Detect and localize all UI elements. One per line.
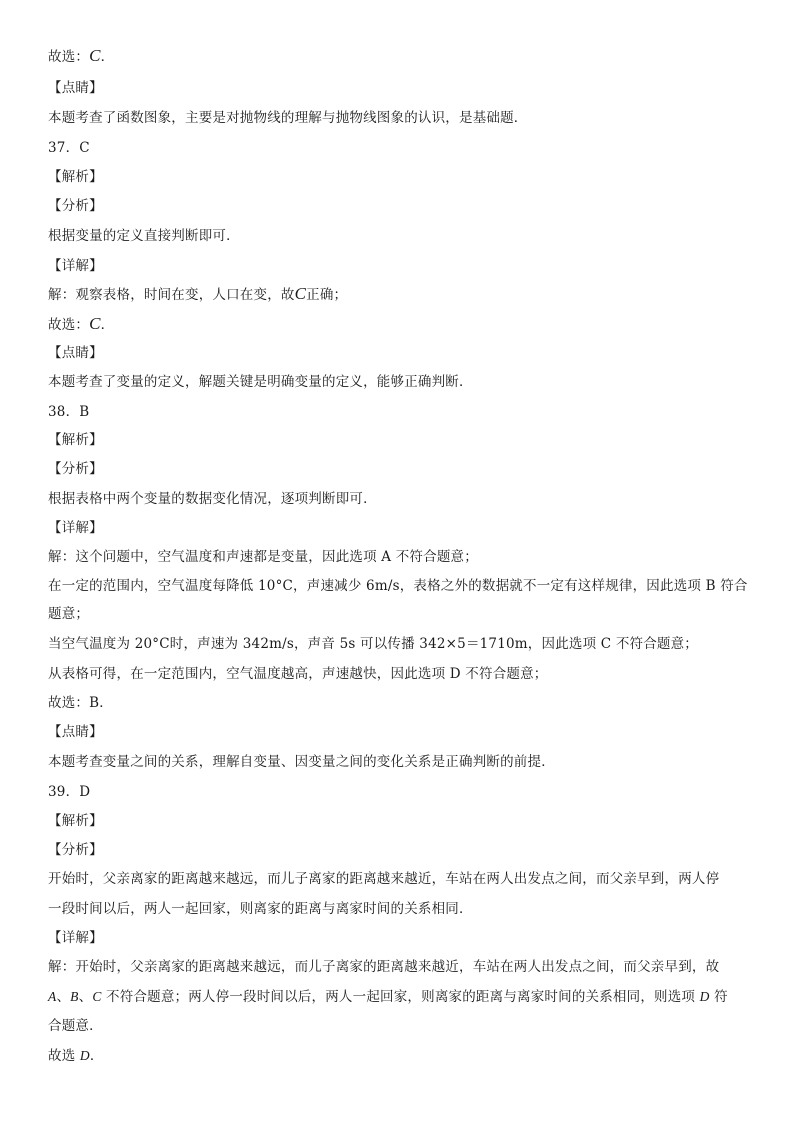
text-segment: 从表格可得，在一定范围内，空气温度越高，声速越快，因此选项 D 不符合题意； [48, 666, 548, 682]
text-segment: ． [89, 1048, 104, 1064]
text-line [48, 782, 760, 802]
text-line [48, 314, 760, 335]
text-line [48, 256, 760, 276]
text-segment: 【分析】 [48, 842, 103, 858]
text-segment: 开始时，父亲离家的距离越来越远，而儿子离家的距离越来越近，车站在两人出发点之间，而父亲早到，两人停 [48, 871, 720, 887]
text-segment: ． [100, 49, 115, 65]
text-segment: 【分析】 [48, 198, 103, 214]
text-line [48, 489, 760, 509]
text-line [48, 343, 760, 363]
text-line [48, 372, 760, 392]
text-line [48, 402, 760, 422]
text-segment: 符 [709, 989, 728, 1005]
text-line [48, 78, 760, 98]
text-segment: 在一定的范围内，空气温度每降低 10°C，声速减少 6m/s，表格之外的数据就不一定有这样规律，因此选项 B 符合 [48, 578, 748, 594]
text-line [48, 226, 760, 246]
text-segment: 39．D [48, 784, 91, 800]
text-segment: 本题考查了变量的定义，解题关键是明确变量的定义，能够正确判断． [48, 374, 473, 390]
text-line [48, 811, 760, 831]
math-variable: C [294, 284, 307, 303]
text-line [48, 430, 760, 450]
text-segment: 根据变量的定义直接判断即可． [48, 228, 240, 244]
text-line [48, 284, 760, 305]
text-line [48, 987, 760, 1007]
text-segment: 【详解】 [48, 258, 103, 274]
text-segment: 当空气温度为 20°C时，声速为 342m/s，声音 5s 可以传播 342×5＝1710m，因此选项 C 不符合题意； [48, 636, 699, 652]
text-segment: 37．C [48, 140, 90, 156]
text-segment: 【解析】 [48, 813, 103, 829]
text-segment: 不符合题意；两人停一段时间以后，两人一起回家，则离家的距离与离家时间的关系相同，则选项 [101, 989, 700, 1005]
text-segment: 解：这个问题中，空气温度和声速都是变量，因此选项 A 不符合题意； [48, 549, 478, 565]
text-segment: 正确； [306, 287, 348, 303]
text-line [48, 518, 760, 538]
text-segment: 【解析】 [48, 169, 103, 185]
text-line [48, 108, 760, 128]
text-line [48, 604, 760, 624]
text-line [48, 46, 760, 67]
text-line [48, 840, 760, 860]
text-line [48, 167, 760, 187]
text-segment: 【解析】 [48, 432, 103, 448]
text-segment: 解：开始时，父亲离家的距离越来越远，而儿子离家的距离越来越近，车站在两人出发点之间，而父亲早到，故 [48, 959, 720, 975]
text-segment: 故选 [48, 1048, 80, 1064]
text-line [48, 957, 760, 977]
text-line [48, 693, 760, 713]
text-segment: 故选： [48, 49, 90, 65]
text-line [48, 459, 760, 479]
text-segment: 一段时间以后，两人一起回家，则离家的距离与离家时间的关系相同． [48, 901, 473, 917]
text-segment: 根据表格中两个变量的数据变化情况，逐项判断即可． [48, 491, 377, 507]
text-segment: 【分析】 [48, 461, 103, 477]
text-line [48, 634, 760, 654]
text-segment: 、 [56, 989, 71, 1005]
text-line [48, 196, 760, 216]
text-line [48, 722, 760, 742]
text-segment: 合题意． [48, 1018, 103, 1034]
text-line [48, 547, 760, 567]
text-segment: 、 [78, 989, 93, 1005]
text-line [48, 752, 760, 772]
text-segment: ． [100, 317, 115, 333]
text-line [48, 899, 760, 919]
text-line [48, 928, 760, 948]
text-segment: 【详解】 [48, 930, 103, 946]
math-variable: C [92, 989, 102, 1004]
text-segment: 题意； [48, 606, 90, 622]
text-line [48, 576, 760, 596]
text-segment: 【详解】 [48, 520, 103, 536]
math-variable: B [70, 989, 79, 1004]
text-segment: 本题考查了函数图象，主要是对抛物线的理解与抛物线图象的认识，是基础题． [48, 110, 528, 126]
math-variable: D [699, 989, 710, 1004]
text-segment: 【点睛】 [48, 724, 103, 740]
text-segment: 【点睛】 [48, 345, 103, 361]
text-segment: 故选：B． [48, 695, 113, 711]
math-variable: D [79, 1048, 90, 1063]
text-line [48, 664, 760, 684]
text-line [48, 138, 760, 158]
text-segment: 38．B [48, 404, 90, 420]
text-segment: 本题考查变量之间的关系，理解自变量、因变量之间的变化关系是正确判断的前提． [48, 754, 555, 770]
text-segment: 【点睛】 [48, 80, 103, 96]
text-segment: 解：观察表格，时间在变，人口在变，故 [48, 287, 295, 303]
text-segment: 故选： [48, 317, 90, 333]
text-line [48, 1016, 760, 1036]
text-line [48, 1046, 760, 1066]
math-variable: C [89, 46, 101, 65]
math-variable: C [89, 314, 101, 333]
math-variable: A [48, 989, 57, 1004]
text-line [48, 869, 760, 889]
